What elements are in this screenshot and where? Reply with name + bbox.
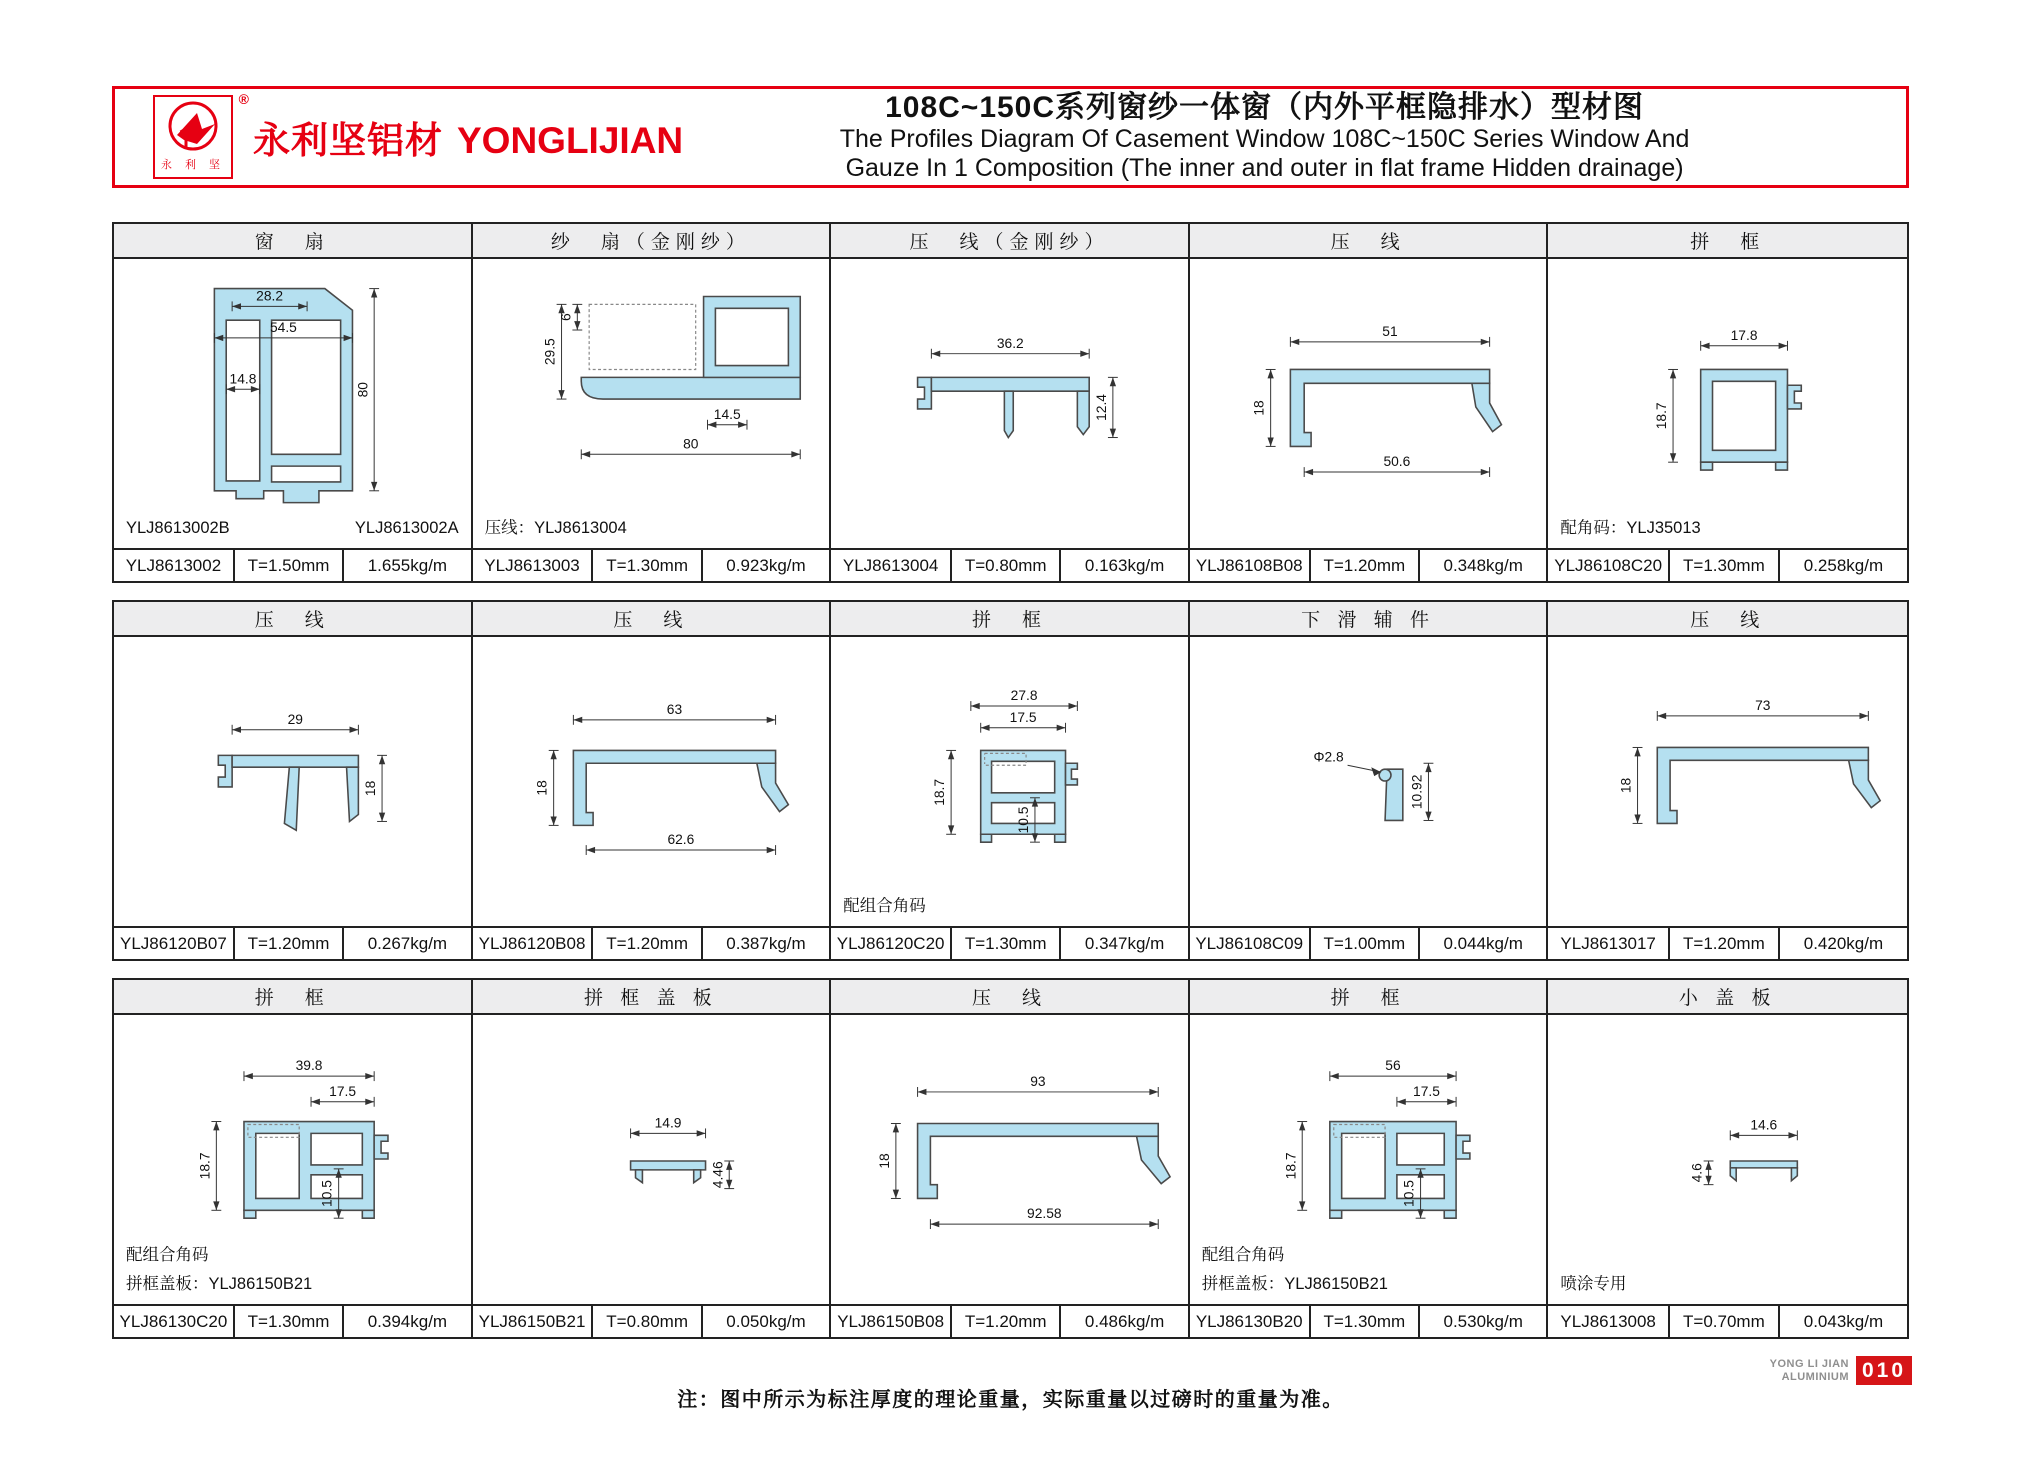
dim-label: 6 xyxy=(558,313,574,322)
profile-drawing-svg xyxy=(114,637,471,926)
dim-label: 80 xyxy=(355,382,371,398)
profile-weight: 0.394kg/m xyxy=(342,1306,470,1337)
profile-drawing xyxy=(473,259,830,548)
profile-shape xyxy=(1290,369,1501,446)
cell-title xyxy=(831,224,1188,259)
cell-title-label: 拼 框 xyxy=(1690,232,1766,253)
cell-title-label: 下 滑 辅 件 xyxy=(1301,610,1436,631)
profile-notes xyxy=(1560,1270,1626,1299)
profile-notes xyxy=(1202,1241,1388,1299)
document-title-en-line1: The Profiles Diagram Of Casement Window 108C~150C Series Window And xyxy=(839,125,1690,154)
dim-label: 17.5 xyxy=(1009,709,1037,725)
cell-title-label: 压 线 xyxy=(613,610,689,631)
profile-drawing-svg xyxy=(831,259,1188,548)
profile-note: 压线：YLJ8613004 xyxy=(484,519,627,538)
dim-label: 17.8 xyxy=(1731,327,1758,343)
profile-notes xyxy=(843,892,926,921)
cell-title xyxy=(114,602,471,637)
brand-name-cn: 永利坚铝材 xyxy=(253,120,443,161)
profile-drawing-svg xyxy=(473,637,830,926)
dimension xyxy=(932,336,1090,359)
dimension xyxy=(1655,369,1679,462)
profile-cell xyxy=(1190,224,1549,581)
cell-title xyxy=(114,224,471,259)
cell-title xyxy=(1190,602,1547,637)
dimension xyxy=(363,755,387,821)
dimensions xyxy=(630,1115,734,1188)
dim-label: 18.7 xyxy=(1283,1152,1299,1180)
cell-title-label: 拼 框 盖 板 xyxy=(583,988,718,1009)
dimension xyxy=(932,750,956,834)
dim-label: 56 xyxy=(1385,1058,1401,1074)
profile-weight: 0.163kg/m xyxy=(1059,550,1187,581)
profile-shape xyxy=(581,296,800,399)
profile-drawing xyxy=(1548,637,1907,926)
profile-thickness: T=1.20mm xyxy=(1668,928,1778,959)
profile-info-bar xyxy=(831,1304,1188,1337)
dimension xyxy=(918,1074,1159,1097)
profile-model: YLJ86130C20 xyxy=(119,1311,228,1331)
profile-drawing xyxy=(831,259,1188,548)
profile-shape xyxy=(630,1161,705,1183)
profile-table-row xyxy=(112,600,1909,961)
cell-title xyxy=(1548,980,1907,1015)
profile-model: YLJ86150B08 xyxy=(837,1311,945,1331)
dim-label: 27.8 xyxy=(1010,688,1038,704)
dim-label: 36.2 xyxy=(997,335,1024,351)
profile-note: 配组合角码 xyxy=(126,1246,209,1265)
dimension xyxy=(1731,1117,1798,1140)
profile-notes xyxy=(114,514,471,543)
dimension xyxy=(1313,749,1381,776)
dimensions xyxy=(197,1058,374,1218)
dim-label: 18 xyxy=(877,1153,893,1169)
cell-title xyxy=(1548,602,1907,637)
dimension xyxy=(1690,1161,1714,1185)
dim-label: 17.5 xyxy=(329,1083,357,1099)
profile-note: 拼框盖板：YLJ86150B21 xyxy=(1201,1275,1388,1294)
dim-label: 51 xyxy=(1382,323,1398,339)
brand-name xyxy=(253,110,683,164)
dimension xyxy=(981,710,1066,733)
profile-thickness: T=0.80mm xyxy=(591,1306,700,1337)
profile-cell xyxy=(473,602,832,959)
profile-info-bar xyxy=(1190,1304,1547,1337)
profile-thickness: T=1.30mm xyxy=(950,928,1059,959)
dimensions xyxy=(1655,328,1788,462)
dim-label: 10.5 xyxy=(1016,806,1032,834)
cell-title-label: 窗 扇 xyxy=(254,232,330,253)
profile-note: YLJ8613002A xyxy=(354,519,459,538)
profile-cell xyxy=(831,602,1190,959)
profile-model: YLJ86120C20 xyxy=(836,933,945,953)
dim-label: 18 xyxy=(1251,400,1267,416)
profile-model: YLJ8613003 xyxy=(484,555,580,575)
dim-label: 14.8 xyxy=(229,371,257,387)
cell-title xyxy=(473,602,830,637)
dimension xyxy=(1290,324,1489,347)
dimension xyxy=(244,1058,374,1081)
profile-shape xyxy=(1658,747,1881,823)
profile-drawing-svg xyxy=(831,1015,1188,1304)
profile-info-bar xyxy=(1190,548,1547,581)
profile-thickness: T=1.20mm xyxy=(233,928,342,959)
dim-label: 18 xyxy=(363,780,379,797)
profile-drawing xyxy=(473,637,830,926)
profile-weight: 0.348kg/m xyxy=(1418,550,1546,581)
profile-shape xyxy=(1731,1161,1798,1181)
profile-drawing-svg xyxy=(473,1015,830,1304)
profile-model: YLJ86108B08 xyxy=(1195,555,1303,575)
profile-info-bar xyxy=(831,548,1188,581)
dimension xyxy=(1619,747,1643,823)
cell-title-label: 拼 框 xyxy=(1330,988,1406,1009)
profile-cell xyxy=(1548,602,1907,959)
profile-shape xyxy=(218,755,358,830)
dim-label: 14.9 xyxy=(654,1115,682,1131)
dim-label: 50.6 xyxy=(1383,454,1411,470)
dim-label: 62.6 xyxy=(667,832,694,848)
document-title-block xyxy=(683,91,1906,184)
dimension xyxy=(586,832,775,855)
dim-label: 18.7 xyxy=(932,778,948,806)
profile-note: 配组合角码 xyxy=(1201,1246,1285,1265)
dimension xyxy=(214,320,352,343)
dim-label: 92.58 xyxy=(1027,1206,1062,1222)
dim-label: 93 xyxy=(1030,1074,1046,1090)
dim-label: 14.5 xyxy=(713,406,741,422)
page-mark-brand xyxy=(1770,1358,1849,1383)
profile-weight: 0.387kg/m xyxy=(701,928,829,959)
dim-label: 4.6 xyxy=(1690,1163,1706,1183)
profile-thickness: T=1.20mm xyxy=(1309,550,1418,581)
profile-weight: 1.655kg/m xyxy=(342,550,470,581)
profile-shape xyxy=(918,1123,1171,1198)
profile-cell xyxy=(114,980,473,1337)
profile-cell xyxy=(1190,980,1549,1337)
dim-label: 80 xyxy=(682,436,699,452)
profile-info-bar xyxy=(473,1304,830,1337)
profile-weight: 0.050kg/m xyxy=(701,1306,829,1337)
profile-model: YLJ8613017 xyxy=(1560,933,1656,953)
profile-notes xyxy=(485,514,627,543)
dim-label: 54.5 xyxy=(269,319,297,335)
profile-drawing-svg xyxy=(831,637,1188,926)
profile-notes xyxy=(1560,514,1700,543)
dim-label: 10.5 xyxy=(319,1180,335,1207)
profile-info-bar xyxy=(473,548,830,581)
profile-info-bar xyxy=(1548,548,1907,581)
dimension xyxy=(1330,1058,1456,1081)
dimension xyxy=(1094,377,1118,437)
profile-info-bar xyxy=(831,926,1188,959)
page-number-badge: 010 xyxy=(1856,1356,1912,1385)
dim-label: 18.7 xyxy=(1654,402,1670,430)
dimension xyxy=(1283,1122,1307,1211)
dimension xyxy=(971,688,1078,711)
cell-title-label: 压 线 xyxy=(1690,610,1766,631)
profile-cell xyxy=(1548,980,1907,1337)
profile-info-bar xyxy=(1548,926,1907,959)
dim-label: 29.5 xyxy=(542,338,558,366)
cell-title-label: 纱 扇（金刚纱） xyxy=(550,232,751,253)
profile-model: YLJ86120B07 xyxy=(120,933,227,953)
profile-drawing-svg xyxy=(114,259,471,548)
dimension xyxy=(311,1084,374,1107)
dim-label: 18.7 xyxy=(197,1152,213,1180)
dimension xyxy=(1252,369,1276,446)
profile-thickness: T=1.20mm xyxy=(950,1306,1059,1337)
cell-title xyxy=(1548,224,1907,259)
dimension xyxy=(232,712,358,735)
profile-drawing-svg xyxy=(1548,637,1907,926)
profile-note: 喷涂专用 xyxy=(1560,1275,1627,1294)
profile-weight: 0.486kg/m xyxy=(1059,1306,1187,1337)
profile-weight: 0.923kg/m xyxy=(701,550,829,581)
cell-title xyxy=(114,980,471,1015)
profile-thickness: T=1.50mm xyxy=(233,550,342,581)
profile-info-bar xyxy=(1190,926,1547,959)
profile-note: YLJ8613002B xyxy=(126,519,230,538)
dimension xyxy=(630,1115,705,1138)
profile-drawing xyxy=(114,259,471,548)
dimension xyxy=(197,1122,221,1211)
profile-weight: 0.530kg/m xyxy=(1418,1306,1546,1337)
dim-label: 17.5 xyxy=(1412,1083,1440,1099)
profile-cell xyxy=(831,980,1190,1337)
profile-model: YLJ8613008 xyxy=(1560,1311,1656,1331)
profile-drawing xyxy=(114,637,471,926)
profile-weight: 0.420kg/m xyxy=(1778,928,1907,959)
profile-thickness: T=1.30mm xyxy=(233,1306,342,1337)
profile-drawing xyxy=(1548,1015,1907,1304)
profile-table xyxy=(112,222,1909,1356)
profile-thickness: T=1.30mm xyxy=(591,550,700,581)
profile-info-bar xyxy=(114,548,471,581)
profile-shape xyxy=(1330,1122,1470,1219)
cell-title-label: 拼 框 xyxy=(254,988,330,1009)
footer-note: 注：图中所示为标注厚度的理论重量，实际重量以过磅时的重量为准。 xyxy=(677,1389,1344,1411)
profile-cell xyxy=(1190,602,1549,959)
profile-thickness: T=1.30mm xyxy=(1668,550,1778,581)
profile-note: 配组合角码 xyxy=(843,897,926,916)
profile-thickness: T=1.00mm xyxy=(1309,928,1418,959)
profile-model: YLJ86150B21 xyxy=(478,1311,586,1331)
profile-thickness: T=0.70mm xyxy=(1668,1306,1778,1337)
profile-notes xyxy=(126,1241,312,1299)
document-title-cn: 108C~150C系列窗纱一体窗（内外平框隐排水）型材图 xyxy=(885,90,1645,124)
cell-title-label: 压 线 xyxy=(971,988,1047,1009)
dim-label: 18 xyxy=(534,780,550,796)
profile-weight: 0.043kg/m xyxy=(1778,1306,1907,1337)
logo-characters: 永 利 坚 xyxy=(160,159,226,171)
dimension xyxy=(710,1161,734,1189)
cell-title-label: 压 线（金刚纱） xyxy=(909,232,1110,253)
profile-shape xyxy=(1379,769,1403,820)
profile-note: 配角码：YLJ35013 xyxy=(1560,519,1701,538)
profile-note: 拼框盖板：YLJ86150B21 xyxy=(126,1275,313,1294)
profile-drawing xyxy=(831,637,1188,926)
dimension xyxy=(534,750,558,825)
dimension xyxy=(1397,1084,1456,1107)
page-mark xyxy=(1770,1356,1912,1385)
dim-label: Φ2.8 xyxy=(1313,749,1344,765)
profile-info-bar xyxy=(114,1304,471,1337)
profile-cell xyxy=(1548,224,1907,581)
profile-drawing-svg xyxy=(473,259,830,548)
profile-thickness: T=1.20mm xyxy=(591,928,700,959)
dim-label: 63 xyxy=(666,701,682,717)
profile-model: YLJ86108C09 xyxy=(1195,933,1304,953)
page-mark-line2: ALUMINIUM xyxy=(1781,1370,1849,1383)
profile-model: YLJ86108C20 xyxy=(1554,555,1663,575)
profile-drawing-svg xyxy=(1548,1015,1907,1304)
dimension xyxy=(355,289,379,491)
profile-thickness: T=0.80mm xyxy=(950,550,1059,581)
profile-info-bar xyxy=(114,926,471,959)
dim-label: 18 xyxy=(1619,777,1635,794)
profile-weight: 0.044kg/m xyxy=(1418,928,1546,959)
dim-label: 4.46 xyxy=(709,1161,725,1189)
profile-info-bar xyxy=(1548,1304,1907,1337)
dimension xyxy=(931,1206,1159,1229)
dim-label: 29 xyxy=(287,711,303,727)
profile-drawing xyxy=(1190,1015,1547,1304)
dimension xyxy=(707,407,746,430)
profile-weight: 0.258kg/m xyxy=(1778,550,1907,581)
profile-drawing xyxy=(1190,637,1547,926)
cell-title-label: 拼 框 xyxy=(971,610,1047,631)
dimension xyxy=(1409,763,1433,820)
dimensions xyxy=(1690,1117,1798,1184)
profile-drawing-svg xyxy=(1190,637,1547,926)
profile-drawing xyxy=(114,1015,471,1304)
dimension xyxy=(1701,328,1788,351)
profile-cell xyxy=(114,224,473,581)
cell-title xyxy=(473,224,830,259)
registered-trademark-icon: ® xyxy=(238,91,249,107)
cell-title xyxy=(831,980,1188,1015)
dim-label: 14.6 xyxy=(1750,1117,1778,1133)
profile-table-row xyxy=(112,222,1909,583)
profile-drawing-svg xyxy=(1190,259,1547,548)
company-logo xyxy=(153,91,249,179)
dimension xyxy=(877,1123,901,1198)
cell-title-label: 压 线 xyxy=(1330,232,1406,253)
profile-weight: 0.347kg/m xyxy=(1059,928,1187,959)
dimensions xyxy=(1313,749,1433,820)
dim-label: 10.5 xyxy=(1401,1180,1417,1207)
profile-cell xyxy=(473,980,832,1337)
dimension xyxy=(1304,454,1489,477)
profile-drawing xyxy=(1548,259,1907,548)
profile-drawing xyxy=(1190,259,1547,548)
dim-label: 28.2 xyxy=(256,288,284,304)
profile-drawing-svg xyxy=(1548,259,1907,548)
profile-model: YLJ86120B08 xyxy=(478,933,586,953)
profile-drawing xyxy=(831,1015,1188,1304)
cell-title-label: 小 盖 板 xyxy=(1678,988,1777,1009)
profile-model: YLJ8613002 xyxy=(125,555,222,575)
dim-label: 73 xyxy=(1755,697,1771,713)
dim-label: 12.4 xyxy=(1094,394,1110,421)
dim-label: 39.8 xyxy=(295,1058,323,1074)
dim-label: 10.92 xyxy=(1409,774,1425,810)
profile-model: YLJ86130B20 xyxy=(1195,1311,1303,1331)
cell-title xyxy=(473,980,830,1015)
dimension xyxy=(1658,698,1869,721)
profile-table-row xyxy=(112,978,1909,1339)
cell-title-label: 压 线 xyxy=(254,610,330,631)
profile-cell xyxy=(831,224,1190,581)
profile-cell xyxy=(114,602,473,959)
profile-shape xyxy=(573,750,788,825)
profile-shape xyxy=(244,1122,388,1219)
profile-model: YLJ8613004 xyxy=(842,555,939,575)
profile-drawing xyxy=(473,1015,830,1304)
profile-info-bar xyxy=(473,926,830,959)
brand-name-en: YONGLIJIAN xyxy=(457,120,684,161)
profile-cell xyxy=(473,224,832,581)
document-title-en-line2: Gauze In 1 Composition (The inner and outer in flat frame Hidden drainage) xyxy=(845,154,1684,183)
dimension xyxy=(581,436,800,459)
dimension xyxy=(573,702,775,725)
profile-shape xyxy=(1701,369,1802,470)
profile-thickness: T=1.30mm xyxy=(1309,1306,1418,1337)
dimension xyxy=(226,371,260,394)
profile-shape xyxy=(918,377,1090,437)
dimensions xyxy=(1283,1058,1456,1218)
page-mark-line1: YONG LI JIAN xyxy=(1769,1357,1849,1370)
dimensions xyxy=(1252,324,1490,477)
logo-emblem-icon xyxy=(157,97,229,155)
profile-weight: 0.267kg/m xyxy=(342,928,470,959)
dimensions xyxy=(534,702,775,855)
cell-title xyxy=(1190,224,1547,259)
page-header xyxy=(112,86,1909,188)
cell-title xyxy=(831,602,1188,637)
cell-title xyxy=(1190,980,1547,1015)
dimension xyxy=(1016,798,1040,842)
